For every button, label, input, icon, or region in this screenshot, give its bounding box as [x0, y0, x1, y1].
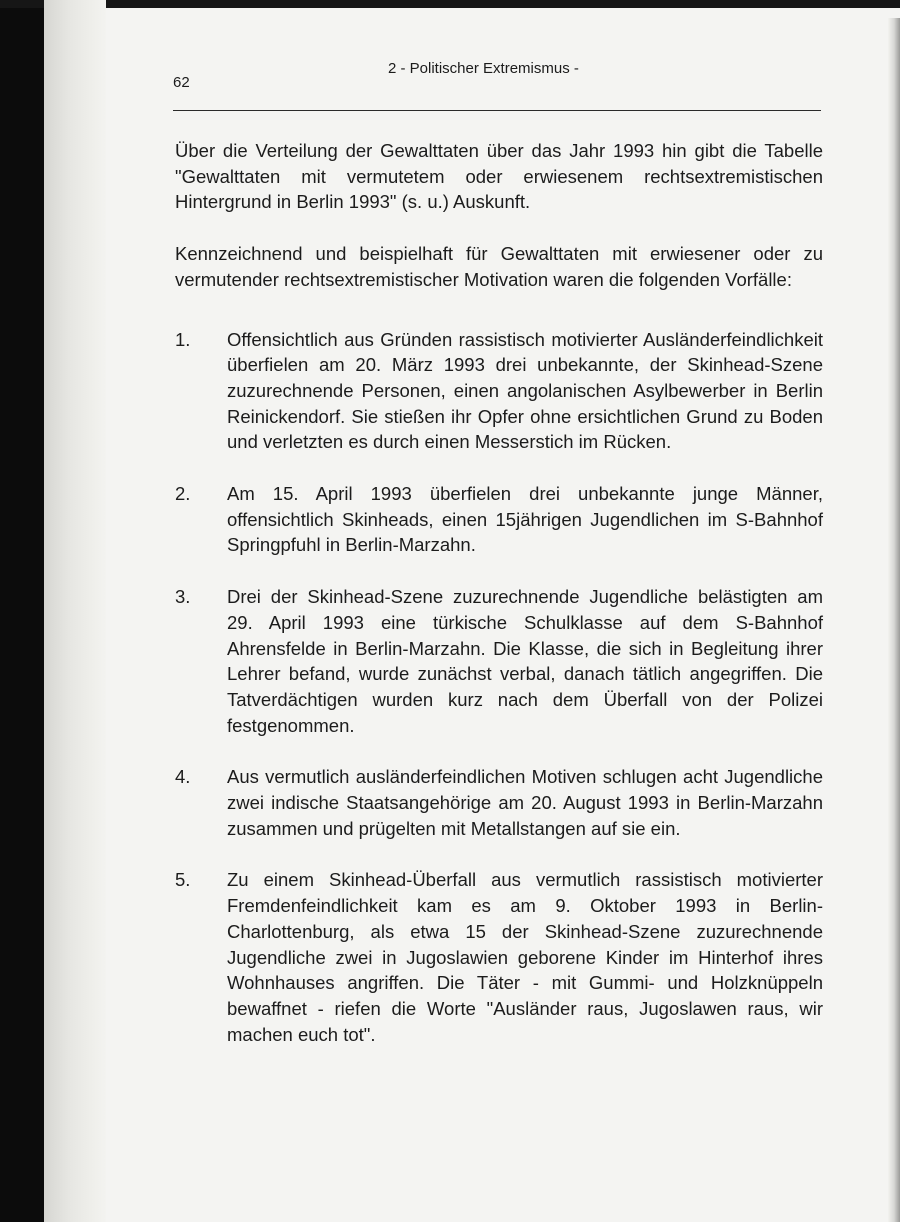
list-item [175, 867, 823, 1047]
list-item-number: 3. [175, 586, 191, 608]
list-item-text: Drei der Skinhead-Szene zuzurechnende Jugendliche belästigten am 29. April 1993 eine türkische Schulklasse auf dem S-Bahnhof Ahrensfelde in Berlin-Marzahn. Die Klasse, die sich in Begleitung ihrer Lehrer befand, wurde zunächst verbal, danach tätlich angegriffen. Die Tatverdächtigen wurden kurz nach dem Überfall von der Polizei festgenommen. [227, 586, 823, 736]
list-item-number: 4. [175, 766, 191, 788]
lead-in-paragraph: Kennzeichnend und beispielhaft für Gewalttaten mit erwiesener oder zu vermutender rechtsextremistischer Motivation waren die folgenden Vorfälle: [175, 243, 823, 290]
list-item-number: 1. [175, 328, 191, 350]
list-item-text: Am 15. April 1993 überfielen drei unbekannte junge Männer, offensichtlich Skinheads, einen 15jährigen Jugendlichen im S-Bahnhof Springpfuhl in Berlin-Marzahn. [227, 483, 823, 556]
page-number: 62 [173, 74, 190, 91]
intro-paragraph: Über die Verteilung der Gewalttaten über das Jahr 1993 hin gibt die Tabelle "Gewalttaten mit vermutetem oder erwiesenem rechtsextremistischen Hintergrund in Berlin 1993" (s. u.) Auskunft. [175, 140, 823, 213]
running-title: 2 - Politischer Extremismus - [388, 60, 579, 77]
body-text [175, 138, 823, 1073]
header-rule [173, 110, 821, 111]
list-item-text: Zu einem Skinhead-Überfall aus vermutlich rassistisch motivierter Fremdenfeindlichkeit kam es am 9. Oktober 1993 in Berlin-Charlottenburg, als etwa 15 der Skinhead-Szene zuzurechnende Jugendliche zwei in Jugoslawien geborene Kinder im Hinterhof ihres Wohnhauses angriffen. Die Täter - mit Gummi- und Holzknüppeln bewaffnet - riefen die Worte "Ausländer raus, Jugoslawen raus, wir machen euch tot". [227, 869, 823, 1045]
list-item [175, 481, 823, 558]
list-item-text: Offensichtlich aus Gründen rassistisch motivierter Ausländerfeindlichkeit überfielen am 20. März 1993 drei unbekannte, der Skinhead-Szene zuzurechnende Personen, einen angolanischen Asylbewerber in Berlin Reinickendorf. Sie stießen ihr Opfer ohne ersichtlichen Grund zu Boden und verletzten es durch einen Messerstich im Rücken. [227, 328, 823, 453]
incident-list [175, 327, 823, 1048]
list-item-text: Aus vermutlich ausländerfeindlichen Motiven schlugen acht Jugendliche zwei indische Staatsangehörige am 20. August 1993 in Berlin-Marzahn zusammen und prügelten mit Metallstangen auf sie ein. [227, 766, 823, 839]
list-item [175, 327, 823, 456]
list-item [175, 764, 823, 841]
list-item-number: 5. [175, 869, 191, 891]
list-item [175, 584, 823, 738]
list-item-number: 2. [175, 483, 191, 505]
